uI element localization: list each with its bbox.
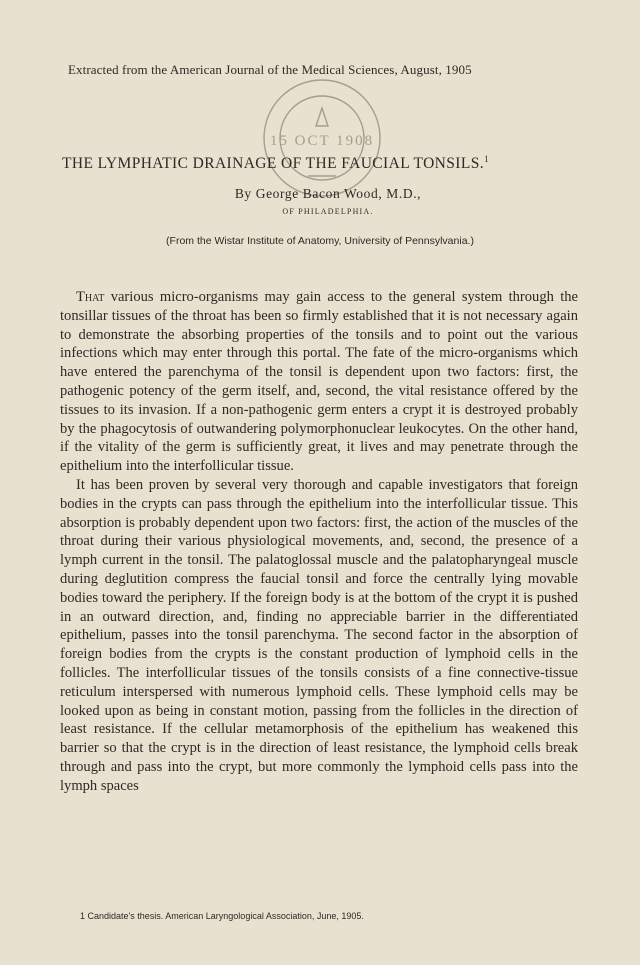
institution-line: (From the Wistar Institute of Anatomy, University of Pennsylvania.) [166,235,474,247]
paragraph-1 [60,288,578,476]
footnote-marker: 1 [484,154,489,164]
article-title-text: THE LYMPHATIC DRAINAGE OF THE FAUCIAL TONSILS. [62,155,485,173]
author-line: By George Bacon Wood, M.D., [234,186,422,201]
article-body [60,288,578,796]
paragraph-1-lead: That [76,289,105,305]
affiliation-line: OF PHILADELPHIA. [282,207,374,216]
stamp-date: 15 OCT 1908 [269,133,375,149]
article-title [62,154,582,173]
paragraph-1-text: various micro-organisms may gain access to the general system through the tonsillar tissues of the throat has been so firmly established that it is not necessary again to demonstrate the absorbing properties of the tonsils and to point out the various infections which may enter through this portal. The fate of the micro-organisms which have entered the parenchyma of the tonsil is dependent upon two factors: first, the pathogenic potency of the germ itself, and, second, the vital resistance offered by the tissues to its invasion. If a non-pathogenic germ enters a crypt it is destroyed probably by the phagocytosis of outwandering polymorphonuclear leukocytes. On the other hand, if the vitality of the germ is sufficiently great, it lives and may penetrate through the epithelium into the interfollicular tissue. [60,289,578,475]
extracted-from-line: Extracted from the American Journal of the Medical Sciences, August, 1905 [68,62,472,77]
footnote: 1 Candidate's thesis. American Laryngological Association, June, 1905. [80,911,364,921]
paragraph-2: It has been proven by several very thorough and capable investigators that foreign bodies in the crypts can pass through the epithelium into the interfollicular tissue. This absorption is probably dependent upon two factors: first, the action of the muscles of the throat during their various physiological movements, and, second, the presence of a lymph current in the tonsil. The palatoglossal muscle and the palatopharyngeal muscle during deglutition compress the faucial tonsil and force the centrally lying movable bodies toward the periphery. If the foreign body is at the bottom of the crypt it is pushed in an outward direction, and, finding no appreciable barrier in the differentiated epithelium, passes into the tonsil parenchyma. The second factor in the absorption of foreign bodies from the crypts is the constant production of lymphoid cells in the follicles. The interfollicular tissues of the tonsils consists of a fine connective-tissue reticulum interspersed with numerous lymphoid cells. These lymphoid cells may be looked upon as being in constant motion, passing from the follicles in the direction of least resistance. If the cellular metamorphosis of the epithelium has weakened this barrier so that the crypt is in the direction of least resistance, the lymphoid cells break through and pass into the crypt, but more commonly the lymphoid cells pass into the lymph spaces [60,476,578,794]
stamp-center-mark [316,108,328,126]
